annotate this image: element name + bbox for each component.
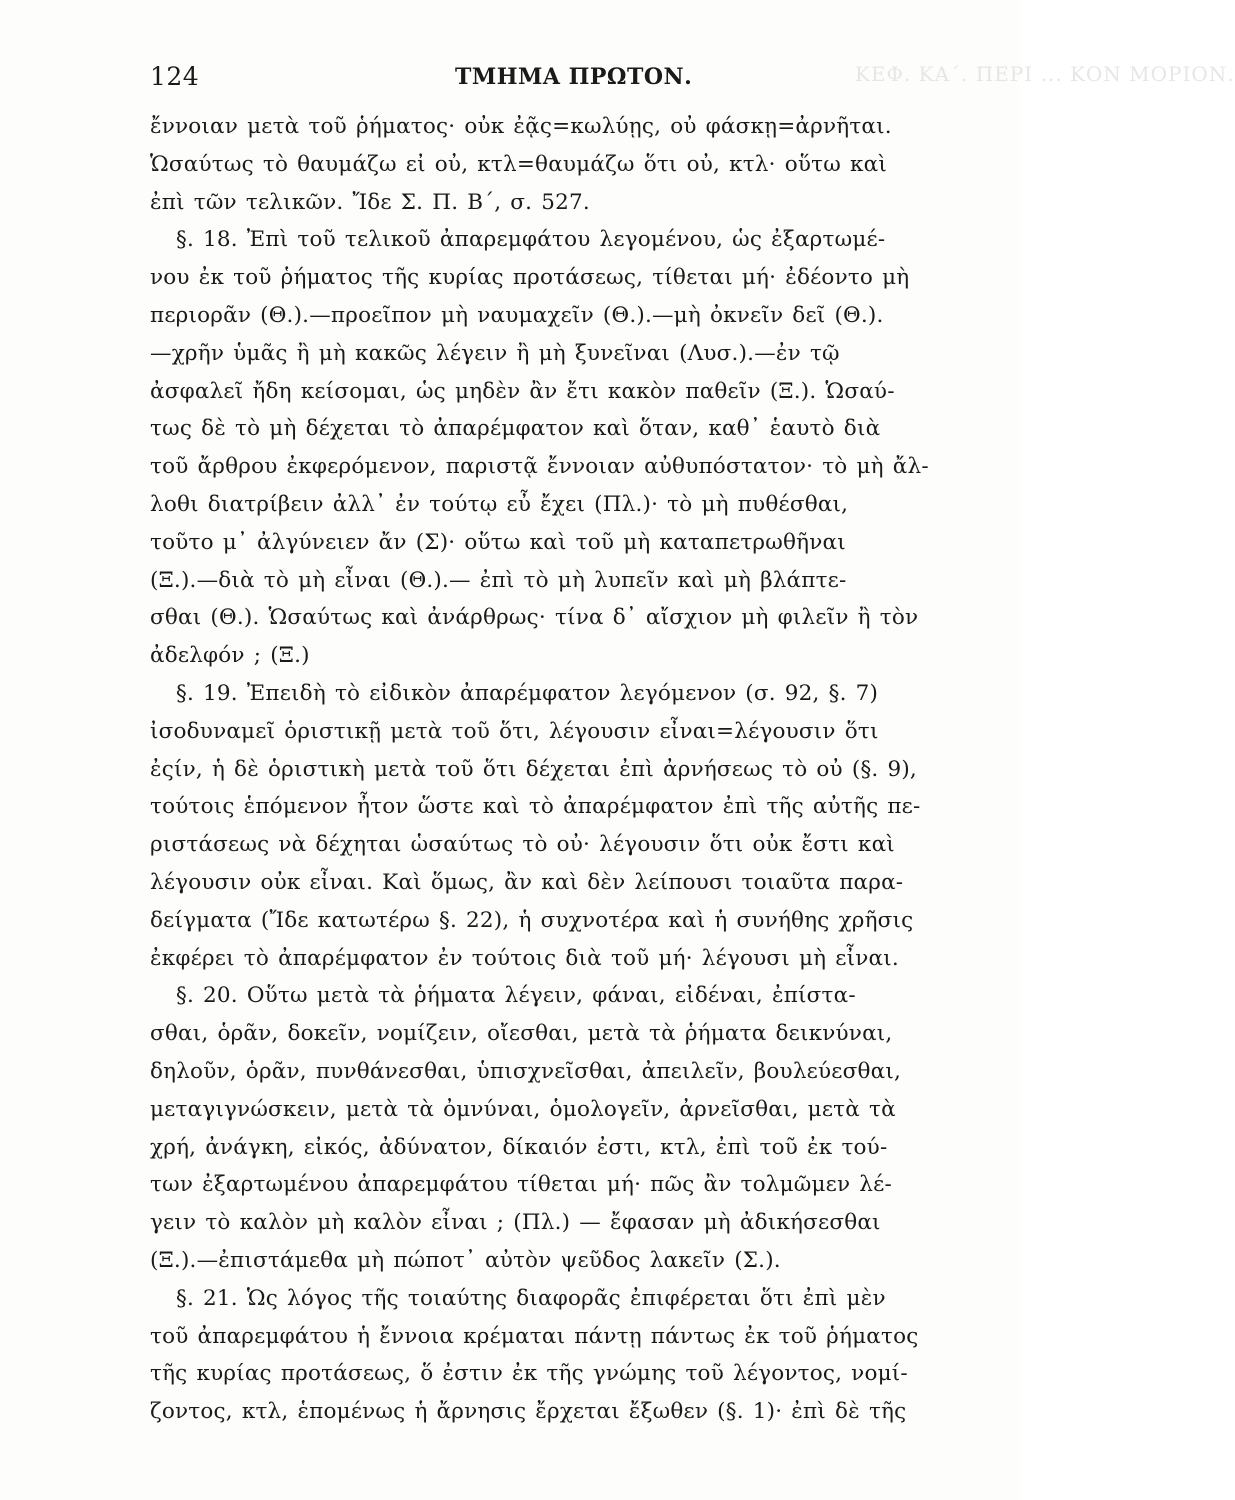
text-line: μεταγιγνώσκειν, μετὰ τὰ ὀμνύναι, ὁμολογεῖν, ἀρνεῖσθαι, μετὰ τὰ — [150, 1096, 896, 1122]
text-line: ἐςίν, ἡ δὲ ὁριστικὴ μετὰ τοῦ ὅτι δέχεται ἐπὶ ἀρνήσεως τὸ οὐ (§. 9), — [150, 756, 917, 782]
text-line: περιορᾶν (Θ.).—προεῖπον μὴ ναυμαχεῖν (Θ.).—μὴ ὀκνεῖν δεῖ (Θ.). — [150, 302, 884, 328]
text-line: δηλοῦν, ὁρᾶν, πυνθάνεσθαι, ὑπισχνεῖσθαι, ἀπειλεῖν, βουλεύεσθαι, — [150, 1058, 902, 1084]
text-line: ἔννοιαν μετὰ τοῦ ῥήματος· οὐκ ἐᾷς=κωλύῃς, οὐ φάσκῃ=ἀρνῆται. — [150, 114, 892, 139]
page-header — [150, 62, 990, 98]
section-21-start: §. 21. Ὡς λόγος τῆς τοιαύτης διαφορᾶς ἐπιφέρεται ὅτι ἐπὶ μὲν — [176, 1285, 886, 1311]
text-line: τοῦ ἄρθρου ἐκφερόμενον, παριστᾷ ἔννοιαν αὐθυπόστατον· τὸ μὴ ἄλ- — [150, 454, 929, 480]
text-line: γειν τὸ καλὸν μὴ καλὸν εἶναι ; (Πλ.) — ἔφασαν μὴ ἀδικήσεσθαι — [150, 1210, 881, 1236]
text-line: λοθι διατρίβειν ἀλλ᾿ ἐν τούτῳ εὖ ἔχει (Πλ.)· τὸ μὴ πυθέσθαι, — [150, 491, 849, 517]
text-line: νου ἐκ τοῦ ῥήματος τῆς κυρίας προτάσεως, τίθεται μή· ἐδέοντο μὴ — [150, 265, 910, 291]
text-line: σθαι, ὁρᾶν, δοκεῖν, νομίζειν, οἴεσθαι, μετὰ τὰ ῥήματα δεικνύναι, — [150, 1021, 893, 1047]
text-line: χρή, ἀνάγκη, εἰκός, ἀδύνατον, δίκαιόν ἐστι, κτλ, ἐπὶ τοῦ ἐκ τού- — [150, 1134, 888, 1160]
section-20-start: §. 20. Οὕτω μετὰ τὰ ῥήματα λέγειν, φάναι, εἰδέναι, ἐπίστα- — [176, 983, 856, 1009]
text-line: ἐκφέρει τὸ ἀπαρέμφατον ἐν τούτοις διὰ τοῦ μή· λέγουσι μὴ εἶναι. — [150, 945, 899, 971]
text-line: (Ξ.).—ἐπιστάμεθα μὴ πώποτ᾿ αὐτὸν ψεῦδος λακεῖν (Σ.). — [150, 1247, 781, 1273]
section-19-start: §. 19. Ἐπειδὴ τὸ εἰδικὸν ἀπαρέμφατον λεγόμενον (σ. 92, §. 7) — [176, 680, 879, 706]
text-line: τούτοις ἑπόμενον ἦτον ὥστε καὶ τὸ ἀπαρέμφατον ἐπὶ τῆς αὐτῆς πε- — [150, 794, 921, 820]
text-line: τῆς κυρίας προτάσεως, ὅ ἐστιν ἐκ τῆς γνώμης τοῦ λέγοντος, νομί- — [150, 1361, 908, 1387]
text-line: —χρῆν ὑμᾶς ἢ μὴ κακῶς λέγειν ἢ μὴ ξυνεῖναι (Λυσ.).—ἐν τῷ — [150, 340, 840, 366]
text-line: λέγουσιν οὐκ εἶναι. Καὶ ὅμως, ἂν καὶ δὲν λείπουσι τοιαῦτα παρα- — [150, 869, 904, 895]
text-line: ζοντος, κτλ, ἑπομένως ἡ ἄρνησις ἔρχεται ἔξωθεν (§. 1)· ἐπὶ δὲ τῆς — [150, 1399, 907, 1425]
section-18-start: §. 18. Ἐπὶ τοῦ τελικοῦ ἀπαρεμφάτου λεγομένου, ὡς ἐξαρτωμέ- — [176, 227, 886, 253]
text-line: ἰσοδυναμεῖ ὁριστικῇ μετὰ τοῦ ὅτι, λέγουσιν εἶναι=λέγουσιν ὅτι — [150, 718, 879, 744]
text-line: ἀσφαλεῖ ἤδη κείσομαι, ὡς μηδὲν ἂν ἔτι κακὸν παθεῖν (Ξ.). Ὡσαύ- — [150, 378, 895, 404]
page-number: 124 — [150, 62, 200, 91]
text-line: δείγματα (Ἴδε κατωτέρω §. 22), ἡ συχνοτέρα καὶ ἡ συνήθης χρῆσις — [150, 907, 914, 933]
text-line: ριστάσεως νὰ δέχηται ὡσαύτως τὸ οὐ· λέγουσιν ὅτι οὐκ ἔστι καὶ — [150, 832, 895, 858]
text-line: ἀδελφόν ; (Ξ.) — [150, 643, 310, 669]
text-line: Ὡσαύτως τὸ θαυμάζω εἰ οὐ, κτλ=θαυμάζω ὅτι οὐ, κτλ· οὕτω καὶ — [150, 151, 887, 177]
text-line: σθαι (Θ.). Ὡσαύτως καὶ ἀνάρθρως· τίνα δ᾿ αἴσχιον μὴ φιλεῖν ἢ τὸν — [150, 605, 919, 631]
text-line: τοῦτο μ᾿ ἀλγύνειεν ἄν (Σ)· οὕτω καὶ τοῦ μὴ καταπετρωθῆναι — [150, 529, 846, 555]
text-line: (Ξ.).—διὰ τὸ μὴ εἶναι (Θ.).— ἐπὶ τὸ μὴ λυπεῖν καὶ μὴ βλάπτε- — [150, 567, 847, 593]
text-line: ἐπὶ τῶν τελικῶν. Ἴδε Σ. Π. Β΄, σ. 527. — [150, 189, 590, 215]
facing-page-bleed-through: ΚΕΦ. ΚΑ΄. ΠΕΡΙ ... ΚΟΝ ΜΟΡΙΟΝ. — [855, 62, 1235, 86]
text-line: τως δὲ τὸ μὴ δέχεται τὸ ἀπαρέμφατον καὶ ὅταν, καθ᾿ ἑαυτὸ διὰ — [150, 416, 881, 442]
text-line: τοῦ ἀπαρεμφάτου ἡ ἔννοια κρέμαται πάντῃ πάντως ἐκ τοῦ ῥήματος — [150, 1323, 919, 1349]
text-line: των ἐξαρτωμένου ἀπαρεμφάτου τίθεται μή· πῶς ἂν τολμῶμεν λέ- — [150, 1172, 892, 1198]
running-title: ΤΜΗΜΑ ΠΡΩΤΟΝ. — [455, 64, 693, 90]
body-text — [150, 108, 990, 1431]
